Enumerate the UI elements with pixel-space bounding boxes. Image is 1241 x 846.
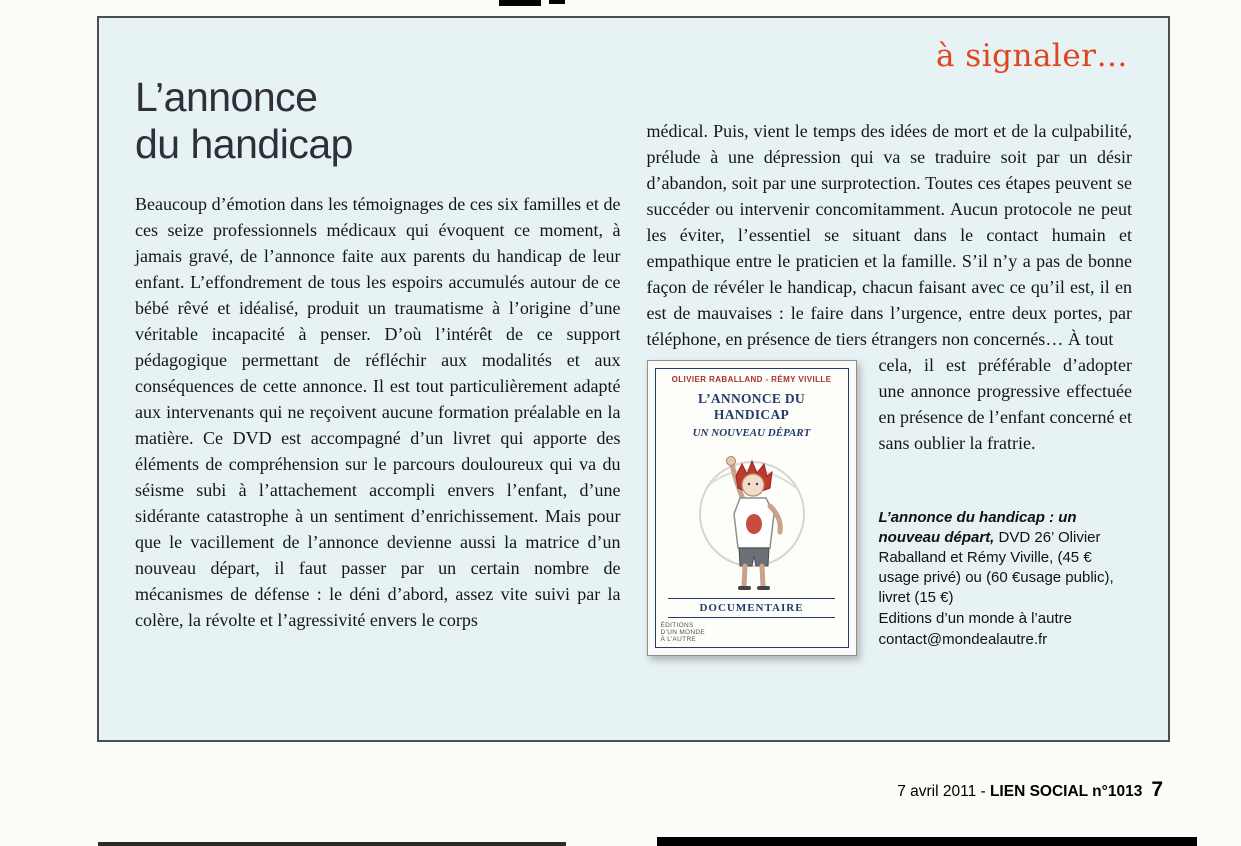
dvd-cover-frame bbox=[655, 368, 849, 648]
article-title bbox=[135, 74, 621, 167]
dvd-cover bbox=[647, 360, 857, 656]
right-column-paragraph-1: médical. Puis, vient le temps des idées de mort et de la culpabilité, prélude à une dépression qui va se traduire soit par un désir d’abandon, soit par une surprotection. Toutes ces étapes peuvent se succéder ou intervenir concomitamment. Aucun protocole ne peut les éviter, l’essentiel se situant dans le contact humain et empathique entre le praticien et la famille. S’il n’y a pas de bonne façon de révéler le handicap, chacun faisant avec ce qu’il est, il en est de mauvaises : le faire dans l’urgence, entre deux portes, par téléphone, en présence de tiers étrangers non concernés… À tout bbox=[646, 121, 1132, 349]
page-footer bbox=[897, 778, 1163, 802]
scan-artifact-bottom-right bbox=[657, 837, 1197, 846]
left-column-paragraph: Beaucoup d’émotion dans les témoignages de ces six familles et de ces seize professionnels médicaux qui évoquent ce moment, à jamais gravé, de l’annonce faite aux parents du handicap de leur enfant. L’effondrement de tous les espoirs accumulés autour de ce bébé rêvé et idéalisé, produit un traumatisme à l’origine d’une véritable incapacité à penser. D’où l’intérêt de ce support pédagogique permettant de réfléchir aux modalités et aux conséquences de cette annonce. Il est tout particulièrement adapté aux intervenants qui ne reçoivent aucune formation préalable en la matière. Ce DVD est accompagné d’un livret qui apporte des éléments de compréhension sur le parcours douloureux qui va du séisme subi à l’attachement accompli envers l’enfant, d’une sidérante catastrophe à un sentiment d’enrichissement. Mais pour que le vacillement de l’annonce devienne aussi la matrice d’un nouveau départ, il faut passer par un certain nombre de mécanismes de défense : le déni d’abord, assez vite suivi par la colère, la révolte et l’agressivité envers le corps bbox=[135, 194, 621, 631]
dvd-cover-genre: DOCUMENTAIRE bbox=[668, 598, 835, 618]
dvd-publisher-line3: À L’AUTRE bbox=[660, 636, 697, 643]
dvd-cover-authors: OLIVIER RABALLAND - RÉMY VIVILLE bbox=[671, 375, 832, 384]
footer-page-number: 7 bbox=[1151, 778, 1163, 801]
dvd-cover-illustration bbox=[661, 439, 843, 598]
article-panel bbox=[97, 16, 1170, 742]
article-columns bbox=[135, 18, 1132, 662]
dvd-cover-publisher-logo bbox=[661, 622, 706, 643]
footer-date: 7 avril 2011 - bbox=[897, 783, 990, 800]
caption-contact: contact@mondealautre.fr bbox=[878, 631, 1048, 648]
dvd-publisher-line1: ÉDITIONS bbox=[660, 622, 694, 629]
article-title-line2: du handicap bbox=[135, 120, 353, 167]
section-label: à signaler… bbox=[935, 38, 1128, 74]
left-column bbox=[135, 18, 621, 662]
scan-artifact-top-1 bbox=[499, 0, 541, 6]
child-drawing-icon bbox=[692, 444, 812, 594]
caption-title: L’annonce du handicap : un nouveau départ, bbox=[878, 509, 1077, 546]
article-title-line1: L’annonce bbox=[135, 74, 318, 120]
caption-publisher: Editions d’un monde à l’autre bbox=[878, 610, 1072, 627]
dvd-cover-title: L’ANNONCE DU HANDICAP bbox=[698, 391, 805, 422]
right-column bbox=[647, 18, 1133, 662]
scan-artifact-top-2 bbox=[549, 0, 565, 4]
dvd-publisher-line2: D’UN MONDE bbox=[660, 629, 706, 636]
footer-journal-title: LIEN SOCIAL n°1013 bbox=[989, 783, 1143, 800]
caption-details: DVD 26’ Olivier Raballand et Rémy Viville, (45 € usage privé) ou (60 €usage public), livret (15 €) bbox=[878, 529, 1114, 606]
dvd-cover-subtitle: UN NOUVEAU DÉPART bbox=[692, 427, 811, 439]
scan-artifact-bottom-left bbox=[98, 842, 566, 846]
right-column-paragraph-2: cela, il est préférable d’adopter une annonce progressive effectuée en présence de l’enfant concerné et sans oublier la fratrie. bbox=[878, 355, 1132, 453]
